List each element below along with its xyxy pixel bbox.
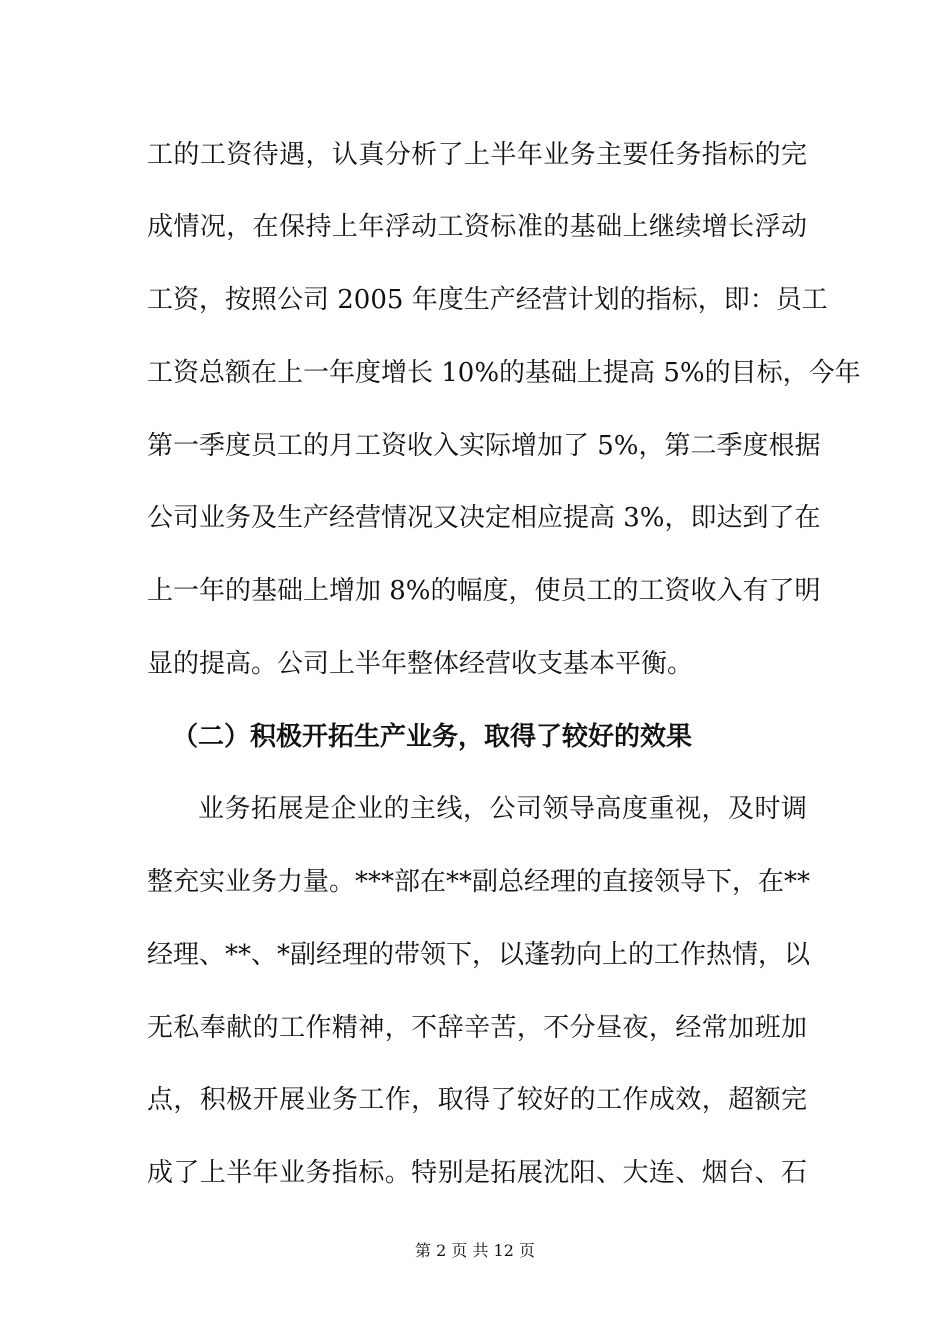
paragraph-line: 成了上半年业务指标。特别是拓展沈阳、大连、烟台、石 xyxy=(147,1158,807,1188)
section-heading: （二）积极开拓生产业务，取得了较好的效果 xyxy=(172,722,693,752)
paragraph-line: 上一年的基础上增加 8%的幅度，使员工的工资收入有了明 xyxy=(147,576,821,606)
paragraph-line: 公司业务及生产经营情况又决定相应提高 3%，即达到了在 xyxy=(147,503,821,533)
paragraph-line: 成情况，在保持上年浮动工资标准的基础上继续增长浮动 xyxy=(147,212,807,242)
paragraph-line: 整充实业务力量。***部在**副总经理的直接领导下，在** xyxy=(147,867,811,897)
page-footer: 第 2 页 共 12 页 xyxy=(415,1241,535,1260)
paragraph-line: 工资，按照公司 2005 年度生产经营计划的指标，即：员工 xyxy=(147,285,828,315)
paragraph-line: 工资总额在上一年度增长 10%的基础上提高 5%的目标，今年 xyxy=(147,358,861,388)
paragraph-line: 第一季度员工的月工资收入实际增加了 5%，第二季度根据 xyxy=(147,431,821,461)
paragraph-line: 无私奉献的工作精神，不辞辛苦，不分昼夜，经常加班加 xyxy=(147,1013,807,1043)
paragraph-line: 点，积极开展业务工作，取得了较好的工作成效，超额完 xyxy=(147,1085,807,1115)
paragraph-line: 经理、**、*副经理的带领下，以蓬勃向上的工作热情，以 xyxy=(147,940,811,970)
paragraph-line: 工的工资待遇，认真分析了上半年业务主要任务指标的完 xyxy=(147,140,807,170)
paragraph-first-line: 业务拓展是企业的主线，公司领导高度重视，及时调 xyxy=(198,794,807,824)
paragraph-line: 显的提高。公司上半年整体经营收支基本平衡。 xyxy=(147,649,694,679)
